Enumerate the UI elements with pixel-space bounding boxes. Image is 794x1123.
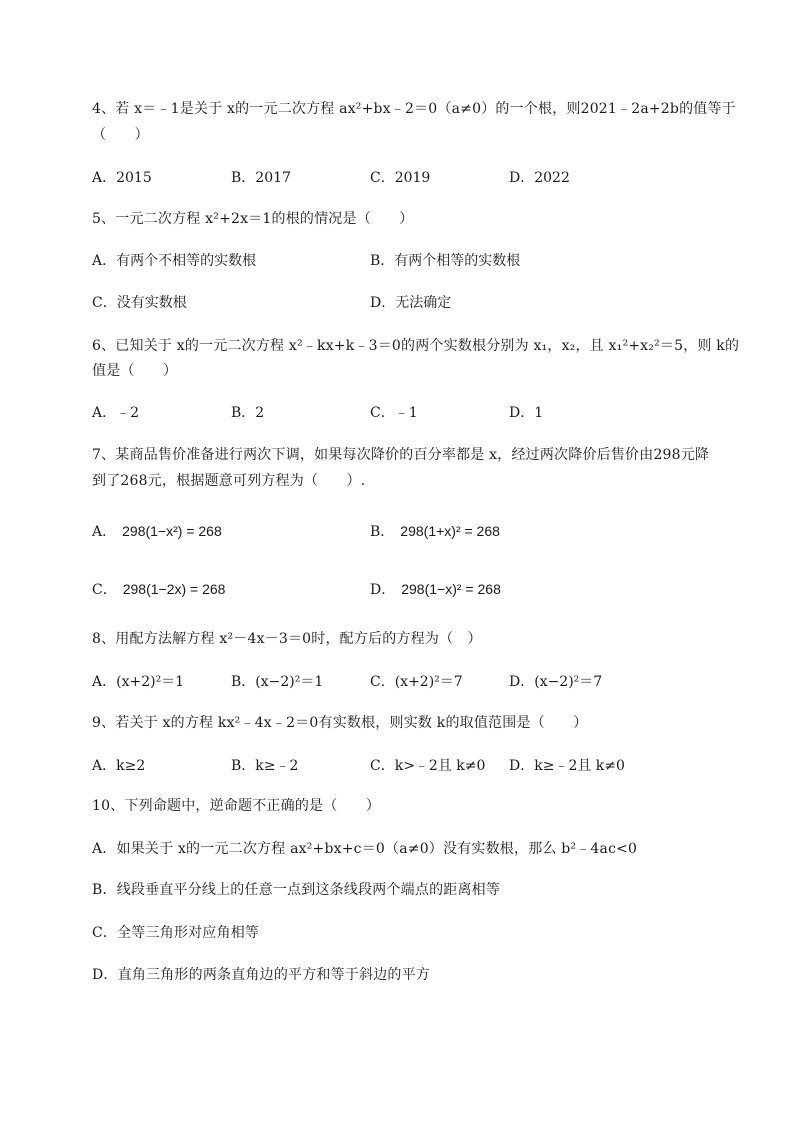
q5-option-c: C．没有实数根 xyxy=(92,295,187,311)
q9-option-d: D．k≥﹣2且 k≠0 xyxy=(509,758,625,774)
q8-option-a: A．(x+2)²＝1 xyxy=(92,674,185,690)
q4-stem-line2: （ ） xyxy=(92,127,149,143)
q10-stem: 10、下列命题中，逆命题不正确的是（ ） xyxy=(92,798,381,814)
q6-option-c: C．﹣1 xyxy=(370,405,418,421)
q6-stem-line2: 值是（ ） xyxy=(92,363,178,379)
q10-option-b: B．线段垂直平分线上的任意一点到这条线段两个端点的距离相等 xyxy=(92,882,501,898)
q7-option-a-label: A． xyxy=(92,524,117,540)
q5-option-d: D．无法确定 xyxy=(370,295,452,311)
q7-option-d xyxy=(370,580,501,599)
q9-option-a: A．k≥2 xyxy=(92,758,146,774)
q6-option-d: D．1 xyxy=(509,405,544,421)
q10-option-a: A．如果关于 x的一元二次方程 ax²+bx+c＝0（a≠0）没有实数根，那么 b²﹣4ac<0 xyxy=(92,841,638,857)
q7-option-b xyxy=(370,522,500,541)
q5-option-b: B．有两个相等的实数根 xyxy=(370,253,521,269)
q7-option-b-label: B． xyxy=(370,524,395,540)
q10-option-d: D．直角三角形的两条直角边的平方和等于斜边的平方 xyxy=(92,967,431,983)
q7-option-c-expr: 298(1−2x) = 268 xyxy=(122,581,226,597)
q9-stem: 9、若关于 x的方程 kx²﹣4x﹣2＝0有实数根，则实数 k的取值范围是（ ） xyxy=(92,715,588,731)
q7-option-c xyxy=(92,580,225,599)
q7-option-b-expr: 298(1+x)² = 268 xyxy=(400,523,500,539)
q8-option-b: B．(x−2)²＝1 xyxy=(231,674,324,690)
q7-option-d-label: D． xyxy=(370,582,396,598)
q7-option-d-expr: 298(1−x)² = 268 xyxy=(401,581,501,597)
q6-option-b: B．2 xyxy=(231,405,265,421)
q7-option-a xyxy=(92,522,222,541)
q9-option-b: B．k≥﹣2 xyxy=(231,758,299,774)
q6-stem-line1: 6、已知关于 x的一元二次方程 x²﹣kx+k﹣3＝0的两个实数根分别为 x₁，x₂，且 x₁²+x₂²＝5，则 k的 xyxy=(92,338,740,354)
q4-option-c: C．2019 xyxy=(370,170,431,186)
q4-option-a: A．2015 xyxy=(92,170,152,186)
q9-option-c: C．k>﹣2且 k≠0 xyxy=(370,758,486,774)
q7-option-c-label: C． xyxy=(92,582,117,598)
q4-option-b: B．2017 xyxy=(231,170,291,186)
q7-option-a-expr: 298(1−x²) = 268 xyxy=(122,523,222,539)
q4-option-d: D．2022 xyxy=(509,170,570,186)
q8-option-c: C．(x+2)²＝7 xyxy=(370,674,463,690)
q8-stem: 8、用配方法解方程 x²－4x－3＝0时，配方后的方程为（ ） xyxy=(92,631,482,647)
q8-option-d: D．(x−2)²＝7 xyxy=(509,674,603,690)
q4-stem-line1: 4、若 x＝﹣1是关于 x的一元二次方程 ax²+bx﹣2＝0（a≠0）的一个根，则2021﹣2a+2b的值等于 xyxy=(92,101,736,117)
q10-option-c: C．全等三角形对应角相等 xyxy=(92,925,260,941)
q5-option-a: A．有两个不相等的实数根 xyxy=(92,253,257,269)
q5-stem: 5、一元二次方程 x²+2x＝1的根的情况是（ ） xyxy=(92,211,414,227)
q7-stem-line1: 7、某商品售价准备进行两次下调，如果每次降价的百分率都是 x，经过两次降价后售价由298元降 xyxy=(92,447,710,463)
q7-stem-line2: 到了268元，根据题意可列方程为（ ）. xyxy=(92,473,366,489)
q6-option-a: A．﹣2 xyxy=(92,405,140,421)
